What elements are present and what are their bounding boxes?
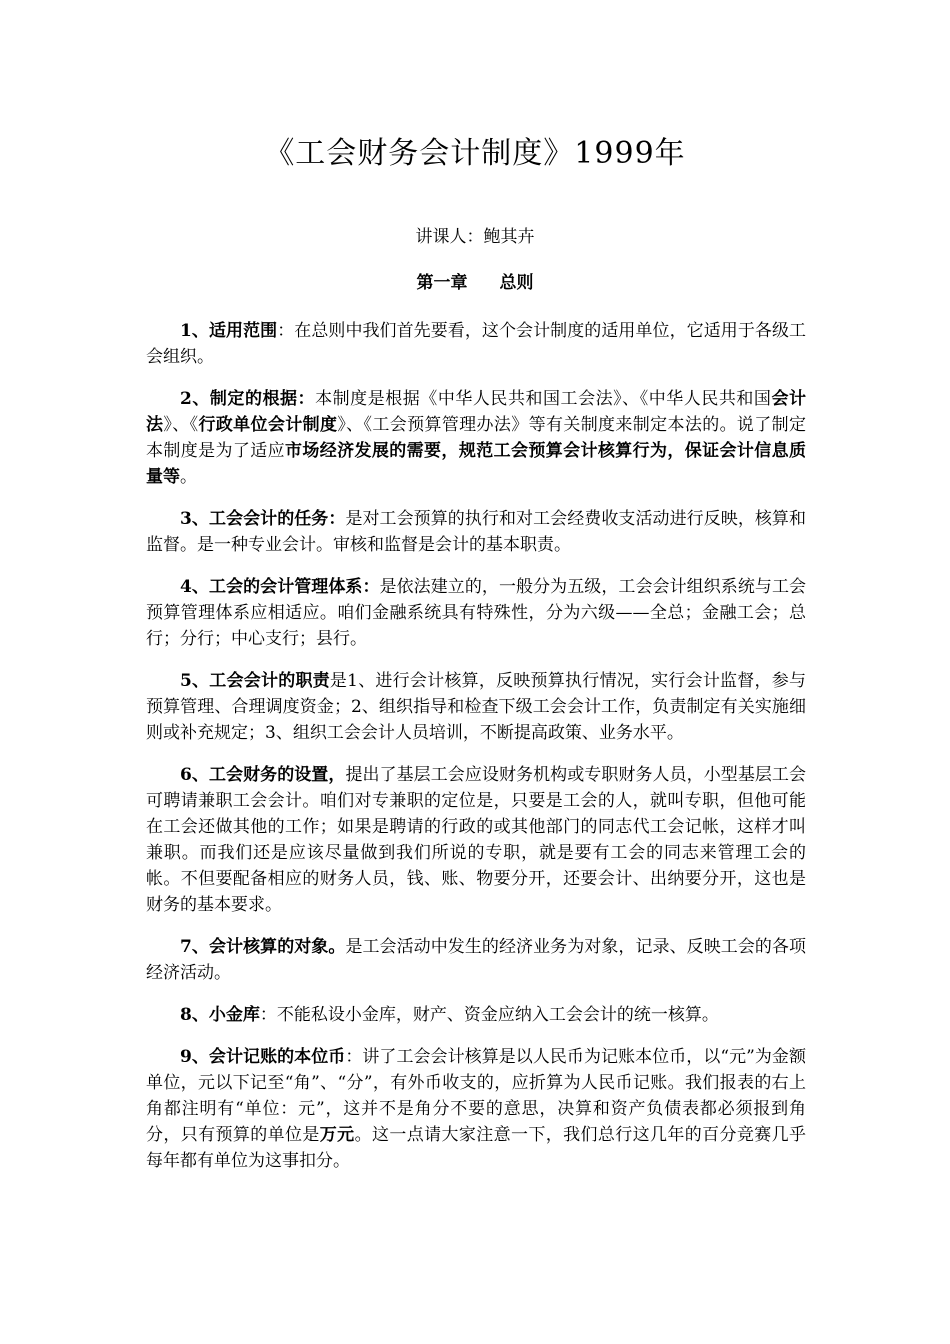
body-text: 》、《 xyxy=(163,415,199,435)
paragraph-9 xyxy=(146,1044,806,1174)
bold-text: 1、适用范围 xyxy=(180,321,278,341)
body-text: 》、《工会预算管理办法》等有关制度来制定本法的。说了制定本制度是为了适应 xyxy=(146,415,807,461)
chapter-label: 第一章 xyxy=(416,273,468,293)
paragraph-3 xyxy=(146,506,806,558)
bold-text: 2、制定的根据： xyxy=(180,389,316,409)
body-text: 是依法建立的，一般分为五级，工会会计组织系统与工会预算管理体系应相适应。咱们金融系统具有特殊性，分为六级——全总；金融工会；总行；分行；中心支行；县行。 xyxy=(146,577,807,649)
body-text: 。这一点请大家注意一下，我们总行这几年的百分竞赛几乎每年都有单位为这事扣分。 xyxy=(146,1125,807,1171)
body-text: 是1、进行会计核算，反映预算执行情况，实行会计监督，参与预算管理、合理调度资金；2、组织指导和检查下级工会会计工作，负责制定有关实施细则或补充规定；3、组织工会会计人员培训，不断提高政策、业务水平。 xyxy=(146,671,806,743)
paragraph-4 xyxy=(146,574,806,652)
bold-text: 7、会计核算的对象。 xyxy=(180,937,346,957)
chapter-heading xyxy=(0,272,950,294)
body-text: 本制度是根据《中华人民共和国工会法》、《中华人民共和国 xyxy=(315,389,772,409)
bold-text: 会计法 xyxy=(146,389,807,435)
paragraph-8 xyxy=(146,1002,806,1028)
bold-text: 行政单位会计制度 xyxy=(198,415,338,435)
bold-text: 6、工会财务的设置， xyxy=(180,765,346,785)
chapter-name: 总则 xyxy=(499,273,534,293)
bold-text: 4、工会的会计管理体系： xyxy=(180,577,380,597)
bold-text: 8、小金库 xyxy=(180,1005,260,1025)
body-text: 是工会活动中发生的经济业务为对象，记录、反映工会的各项经济活动。 xyxy=(146,937,806,983)
bold-text: 市场经济发展的需要，规范工会预算会计核算行为，保证会计信息质量等 xyxy=(146,441,807,487)
body-text: 是对工会预算的执行和对工会经费收支活动进行反映，核算和监督。是一种专业会计。审核和监督是会计的基本职责。 xyxy=(146,509,806,555)
body-text: 。 xyxy=(180,467,197,487)
lecturer-line: 讲课人：鲍其卉 xyxy=(415,227,535,247)
bold-text: 9、会计记账的本位币 xyxy=(180,1047,346,1067)
bold-text: 万元 xyxy=(319,1125,355,1145)
paragraph-6 xyxy=(146,762,806,918)
body-text: 提出了基层工会应设财务机构或专职财务人员，小型基层工会可聘请兼职工会会计。咱们对专兼职的定位是，只要是工会的人，就叫专职，但他可能在工会还做其他的工作；如果是聘请的行政的或其他部门的同志代工会记帐，这样才叫兼职。而我们还是应该尽量做到我们所说的专职，就是要有工会的同志来管理工会的帐。不但要配备相应的财务人员，钱、账、物要分开，还要会计、出纳要分开，这也是财务的基本要求。 xyxy=(146,765,806,915)
document-title: 《工会财务会计制度》1999年 xyxy=(264,136,686,171)
paragraph-2 xyxy=(146,386,806,490)
document-body xyxy=(146,318,806,1190)
body-text: ：讲了工会会计核算是以人民币为记账本位币，以“元”为金额单位，元以下记至“角”、“分”，有外币收支的，应折算为人民币记账。我们报表的右上角都注明有“单位：元”，这并不是角分不要的意思，决算和资产负债表都必须报到角分，只有预算的单位是 xyxy=(146,1047,806,1145)
bold-text: 3、工会会计的任务： xyxy=(180,509,346,529)
body-text: ：在总则中我们首先要看，这个会计制度的适用单位，它适用于各级工会组织。 xyxy=(146,321,806,367)
bold-text: 5、工会会计的职责 xyxy=(180,671,330,691)
paragraph-5 xyxy=(146,668,806,746)
paragraph-1 xyxy=(146,318,806,370)
body-text: ：不能私设小金库，财产、资金应纳入工会会计的统一核算。 xyxy=(259,1005,719,1025)
paragraph-7 xyxy=(146,934,806,986)
